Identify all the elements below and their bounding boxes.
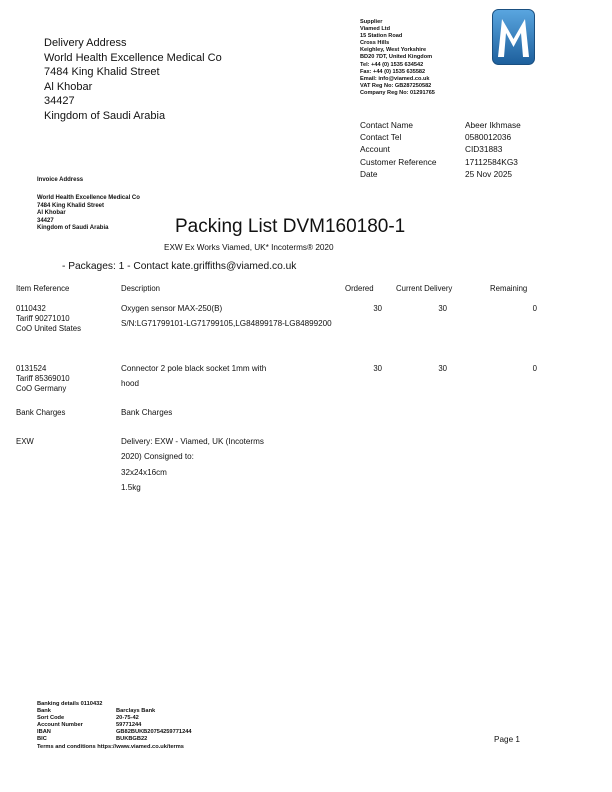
supplier-line: VAT Reg No: GB287250582 (360, 82, 432, 89)
item-remaining: 0 (532, 364, 537, 373)
delivery-address-line: Kingdom of Saudi Arabia (44, 109, 166, 122)
invoice-address-line: Kingdom of Saudi Arabia (37, 225, 109, 232)
banking-row (37, 736, 192, 743)
exw-description-line: Delivery: EXW - Viamed, UK (Incoterms (121, 437, 264, 446)
supplier-line: Email: info@viamed.co.uk (360, 75, 430, 82)
column-header-ordered: Ordered (345, 284, 374, 293)
banking-row (37, 708, 192, 715)
banking-label: Account Number (37, 722, 83, 729)
supplier-line: 15 Station Road (360, 33, 403, 40)
supplier-line: Viamed Ltd (360, 26, 391, 33)
banking-details (37, 701, 192, 751)
supplier-line: Cross Hills (360, 40, 390, 47)
invoice-address-line: 7484 King Khalid Street (37, 202, 105, 209)
banking-label: Sort Code (37, 715, 65, 722)
invoice-address-line: World Health Excellence Medical Co (37, 195, 140, 202)
exw-description-line: 2020) Consigned to: (121, 452, 194, 462)
delivery-address-heading: Delivery Address (44, 37, 127, 49)
contact-label: Contact Name (360, 120, 414, 130)
item-description (121, 361, 266, 392)
item-reference (16, 304, 81, 334)
item-country-of-origin: CoO United States (16, 324, 82, 333)
contact-label: Account (360, 144, 390, 155)
banking-value: BUKBGB22 (116, 736, 148, 743)
invoice-address-heading: Invoice Address (37, 177, 84, 183)
contact-row (360, 143, 521, 155)
contact-label: Contact Tel (360, 132, 402, 143)
column-header-description: Description (121, 284, 160, 293)
banking-row (37, 715, 192, 722)
supplier-line: Keighley, West Yorkshire (360, 47, 427, 54)
delivery-address-line: Al Khobar (44, 80, 93, 93)
contact-row (360, 168, 521, 180)
item-description (121, 301, 332, 332)
banking-value: GB82BUKB20754259771244 (116, 729, 192, 736)
exw-description-line: 1.5kg (121, 482, 141, 492)
banking-value: Barclays Bank (116, 708, 156, 715)
column-header-item-reference: Item Reference (16, 284, 70, 293)
item-remaining: 0 (532, 304, 537, 313)
item-description-line: Connector 2 pole black socket 1mm with (121, 364, 267, 373)
item-ref-number: 0110432 (16, 304, 46, 313)
supplier-details (360, 19, 435, 97)
banking-row (37, 722, 192, 729)
incoterms-subtitle: EXW Ex Works Viamed, UK* Incoterms® 2020 (164, 243, 334, 252)
viamed-logo (492, 9, 535, 65)
banking-row (37, 729, 192, 736)
exw-description (121, 434, 264, 495)
bank-charges-description: Bank Charges (121, 408, 173, 417)
item-tariff: Tariff 90271010 (16, 314, 70, 323)
viamed-logo-icon (492, 9, 535, 65)
packages-contact: - Packages: 1 - Contact kate.griffiths@viamed.co.uk (62, 261, 297, 272)
supplier-line: Supplier (360, 19, 383, 25)
contact-value: CID31883 (465, 144, 503, 155)
supplier-line: Tel: +44 (0) 1535 634542 (360, 61, 424, 68)
contact-label: Date (360, 168, 378, 179)
contact-value: Abeer Ikhmase (465, 120, 521, 130)
invoice-address (37, 177, 140, 232)
item-description-line: Oxygen sensor MAX-250(B) (121, 304, 223, 313)
item-tariff: Tariff 85369010 (16, 374, 70, 383)
item-ref-number: 0131524 (16, 364, 47, 373)
banking-heading: Banking details 0110432 (37, 701, 103, 707)
contact-value: 25 Nov 2025 (465, 168, 513, 179)
supplier-line: Company Reg No: 01291765 (360, 89, 435, 96)
contact-value: 0580012036 (465, 132, 512, 143)
banking-label: Bank (37, 708, 51, 715)
exw-description-line: 32x24x16cm (121, 467, 167, 477)
item-country-of-origin: CoO Germany (16, 384, 67, 393)
banking-label: IBAN (37, 729, 51, 736)
bank-charges-reference: Bank Charges (16, 408, 66, 417)
contact-info (360, 119, 521, 180)
banking-value: 20-75-42 (116, 715, 139, 722)
contact-label: Customer Reference (360, 156, 437, 167)
contact-row (360, 156, 521, 168)
item-description-line: hood (121, 379, 140, 389)
invoice-address-line: Al Khobar (37, 210, 66, 217)
terms-link[interactable]: Terms and conditions https://www.viamed.co.uk/terms (37, 743, 184, 750)
supplier-line: BD20 7DT, United Kingdom (360, 54, 433, 61)
item-ordered: 30 (373, 364, 382, 373)
item-current-delivery: 30 (438, 304, 447, 313)
item-ordered: 30 (373, 304, 382, 313)
contact-row (360, 119, 521, 131)
banking-label: BIC (37, 736, 47, 743)
contact-row (360, 131, 521, 143)
column-header-remaining: Remaining (490, 284, 528, 293)
column-header-current-delivery: Current Delivery (396, 284, 453, 293)
item-description-line: S/N:LG71799101-LG71799105,LG84899178-LG84899200 (121, 319, 332, 329)
document-title: Packing List DVM160180-1 (175, 216, 406, 237)
supplier-line: Fax: +44 (0) 1535 635582 (360, 68, 426, 75)
delivery-address-line: 7484 King Khalid Street (44, 66, 160, 78)
delivery-address (44, 36, 222, 123)
item-reference (16, 364, 70, 394)
item-current-delivery: 30 (438, 364, 447, 373)
delivery-address-line: 34427 (44, 95, 75, 107)
contact-value: 17112584KG3 (465, 156, 518, 167)
banking-value: 59771244 (116, 722, 142, 729)
exw-reference: EXW (16, 437, 34, 446)
delivery-address-line: World Health Excellence Medical Co (44, 51, 222, 64)
invoice-address-line: 34427 (37, 217, 54, 224)
page-number: Page 1 (494, 735, 520, 744)
